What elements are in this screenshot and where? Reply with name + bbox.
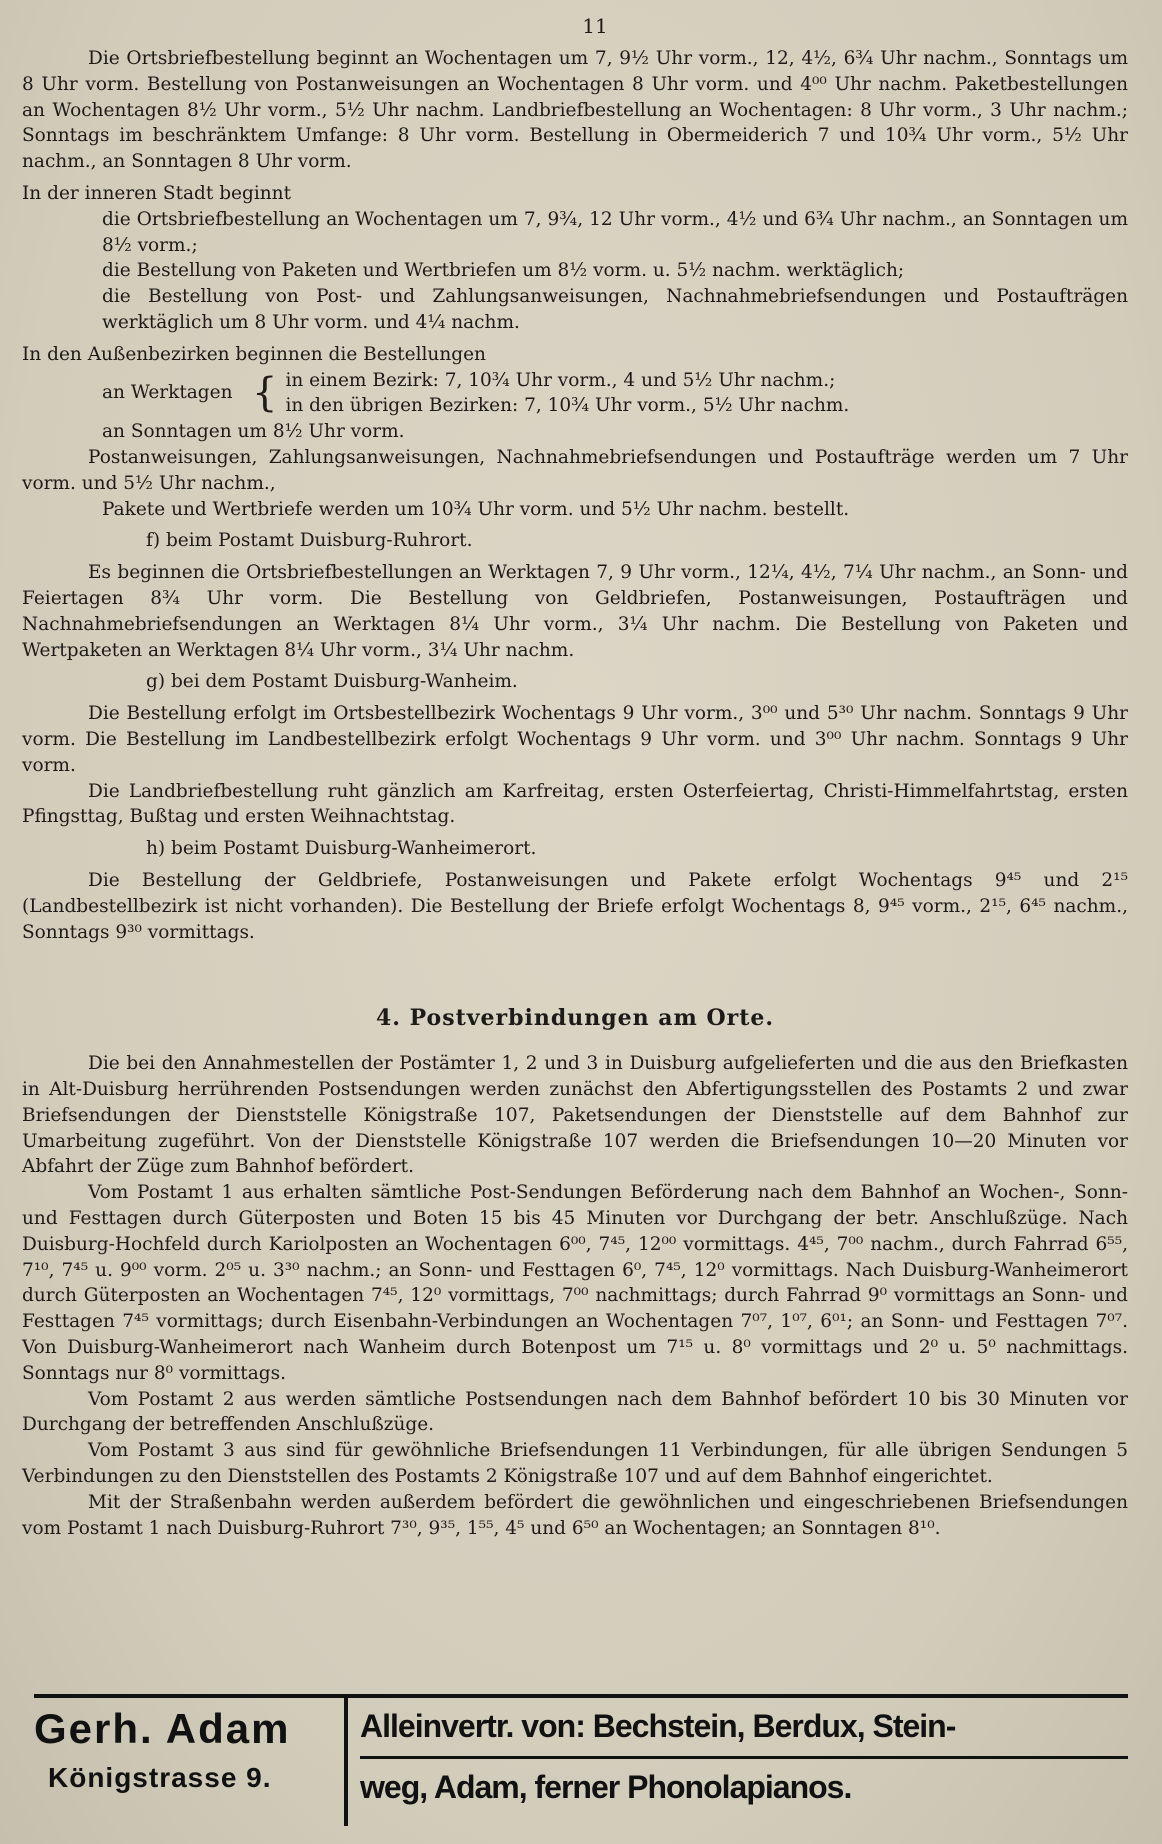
inner-city-line: die Bestellung von Post- und Zahlungsanweisungen, Nachnahmebriefsendungen und Postaufträgen werktäglich um 8 Uhr vorm. und 4¼ nachm.: [102, 286, 1128, 333]
section-g-heading: g) bei dem Postamt Duisburg-Wanheim.: [146, 671, 518, 693]
advert-line: weg, Adam, ferner Phonolapianos.: [360, 1756, 1128, 1809]
advertisement: [34, 1694, 1128, 1826]
weekday-brace-group: [22, 368, 1128, 420]
inner-city-heading: In der inneren Stadt beginnt: [22, 182, 292, 204]
section-4-paragraph: Mit der Straßenbahn werden außerdem befördert die gewöhnlichen und eingeschriebenen Briefsendungen vom Postamt 1 nach Duisburg-Ruhrort 7³⁰, 9³⁵, 1⁵⁵, 4⁵ und 6⁵⁰ an Wochentagen; an Sonntagen 8¹⁰.: [22, 1491, 1128, 1539]
advert-left: [34, 1694, 344, 1826]
section-g-text: Die Landbriefbestellung ruht gänzlich am Karfreitag, ersten Osterfeiertag, Christi-Himmelfahrtstag, ersten Pfingsttag, Bußtag und ersten Weihnachtstag.: [22, 780, 1128, 828]
section-h-heading: h) beim Postamt Duisburg-Wanheimerort.: [146, 838, 537, 860]
advert-right: [344, 1694, 1128, 1826]
section-g-text: Die Bestellung erfolgt im Ortsbestellbezirk Wochentags 9 Uhr vorm., 3⁰⁰ und 5³⁰ Uhr nachm. Sonntags 9 Uhr vorm. Die Bestellung im Landbestellbezirk erfolgt Wochentags 9 Uhr vorm. und 3⁰⁰ Uhr nachm. Sonntags 9 Uhr vorm.: [22, 703, 1128, 776]
outer-districts-heading: In den Außenbezirken beginnen die Bestellungen: [22, 343, 486, 365]
brace-label: an Werktagen: [102, 382, 233, 404]
section-4-paragraph: Vom Postamt 2 aus werden sämtliche Postsendungen nach dem Bahnhof befördert 10 bis 30 Minuten vor Durchgang der betreffenden Anschlußzüge.: [22, 1388, 1128, 1436]
section-f-heading: f) beim Postamt Duisburg-Ruhrort.: [146, 530, 473, 552]
page-number: 11: [582, 14, 608, 38]
paragraph-ortsbriefbestellung: Die Ortsbriefbestellung beginnt an Wochentagen um 7, 9½ Uhr vorm., 12, 4½, 6¾ Uhr nachm., Sonntags um 8 Uhr vorm. Bestellung von Postanweisungen an Wochentagen 8 Uhr vorm. und 4⁰⁰ Uhr nachm. Paketbestellungen an Wochentagen 8½ Uhr vorm., 5½ Uhr nachm. Landbriefbestellung an Wochentagen: 8 Uhr vorm., 3 Uhr nachm.; Sonntags im beschränktem Umfange: 8 Uhr vorm. Bestellung in Obermeiderich 7 und 10¾ Uhr vorm., 5½ Uhr nachm., an Sonntagen 8 Uhr vorm.: [22, 48, 1128, 173]
brace-line: in den übrigen Bezirken: 7, 10¾ Uhr vorm., 5½ Uhr nachm.: [285, 395, 850, 417]
advert-name: Gerh. Adam: [34, 1705, 291, 1752]
parcels-line: Pakete und Wertbriefe werden um 10¾ Uhr vorm. und 5½ Uhr nachm. bestellt.: [102, 498, 850, 520]
advert-street: Königstrasse 9.: [48, 1762, 272, 1793]
section-h-text: Die Bestellung der Geldbriefe, Postanweisungen und Pakete erfolgt Wochentags 9⁴⁵ und 2¹⁵ (Landbestellbezirk ist nicht vorhanden). Die Bestellung der Briefe erfolgt Wochentags 8, 9⁴⁵ vorm., 2¹⁵, 6⁴⁵ nachm., Sonntags 9³⁰ vormittags.: [22, 869, 1128, 943]
section-4-paragraph: Vom Postamt 1 aus erhalten sämtliche Post-Sendungen Beförderung nach dem Bahnhof an Wochen-, Sonn- und Festtagen durch Güterposten und Boten 15 bis 45 Minuten vor Durchgang der betr. Anschlußzüge. Nach Duisburg-Hochfeld durch Kariolposten an Wochentagen 6⁰⁰, 7⁴⁵, 12⁰⁰ vormittags. 4⁴⁵, 7⁰⁰ nachm., durch Fahrrad 6⁵⁵, 7¹⁰, 7⁴⁵ u. 9⁰⁰ vorm. 2⁰⁵ u. 3³⁰ nachm.; an Sonn- und Festtagen 6⁰, 7⁴⁵, 12⁰ vormittags. Nach Duisburg-Wanheimerort durch Güterposten an Wochentagen 7⁴⁵, 12⁰ vormittags, 7⁰⁰ nachmittags; durch Fahrrad 9⁰ vormittags an Sonn- und Festtagen 7⁴⁵ vormittags; durch Eisenbahn-Verbindungen an Wochentagen 7⁰⁷, 1⁰⁷, 6⁰¹; an Sonn- und Festtagen 7⁰⁷. Von Duisburg-Wanheimerort nach Wanheim durch Botenpost um 7¹⁵ u. 8⁰ vormittags und 2⁰ u. 5⁰ nachmittags. Sonntags nur 8⁰ vormittags.: [22, 1182, 1128, 1384]
brace-line: in einem Bezirk: 7, 10¾ Uhr vorm., 4 und 5½ Uhr nachm.;: [285, 369, 836, 391]
section-4-paragraph: Vom Postamt 3 aus sind für gewöhnliche Briefsendungen 11 Verbindungen, für alle übrigen Sendungen 5 Verbindungen zu den Dienststellen des Postamts 2 Königstraße 107 und auf dem Bahnhof eingerichtet.: [22, 1440, 1128, 1488]
inner-city-line: die Ortsbriefbestellung an Wochentagen um 7, 9¾, 12 Uhr vorm., 4½ und 6¾ Uhr nachm., an Sonntagen um 8½ vorm.;: [102, 208, 1128, 256]
sunday-line: an Sonntagen um 8½ Uhr vorm.: [102, 421, 405, 443]
postal-line: Postanweisungen, Zahlungsanweisungen, Nachnahmebriefsendungen und Postaufträge werden um 7 Uhr vorm. und 5½ Uhr nachm.,: [22, 446, 1128, 494]
section-f-text: Es beginnen die Ortsbriefbestellungen an Werktagen 7, 9 Uhr vorm., 12¼, 4½, 7¼ Uhr nachm., an Sonn- und Feiertagen 8¾ Uhr vorm. Die Bestellung von Geldbriefen, Postanweisungen, Postaufträgen und Nachnahmebriefsendungen an Werktagen 8¼ Uhr vorm., 3¼ Uhr nachm. Die Bestellung von Paketen und Wertpaketen an Werktagen 8¼ Uhr vorm., 3¼ Uhr nachm.: [22, 562, 1128, 661]
advert-line: Alleinvertr. von: Bechstein, Berdux, Stein-: [360, 1708, 956, 1744]
brace-lines: [285, 368, 849, 420]
inner-city-line: die Bestellung von Paketen und Wertbriefen um 8½ vorm. u. 5½ nachm. werktäglich;: [102, 260, 905, 282]
section-4-title: 4. Postverbindungen am Orte.: [375, 1005, 775, 1032]
section-4-paragraph: Die bei den Annahmestellen der Postämter 1, 2 und 3 in Duisburg aufgelieferten und die aus den Briefkasten in Alt-Duisburg herrührenden Postsendungen werden zunächst den Abfertigungsstellen des Postamts 2 und zwar Briefsendungen der Dienststelle Königstraße 107, Paketsendungen der Dienststelle auf dem Bahnhof zur Umarbeitung zugeführt. Von der Dienststelle Königstraße 107 werden die Briefsendungen 10—20 Minuten vor Abfahrt der Züge zum Bahnhof befördert.: [22, 1053, 1128, 1178]
brace-icon: {: [252, 370, 278, 417]
